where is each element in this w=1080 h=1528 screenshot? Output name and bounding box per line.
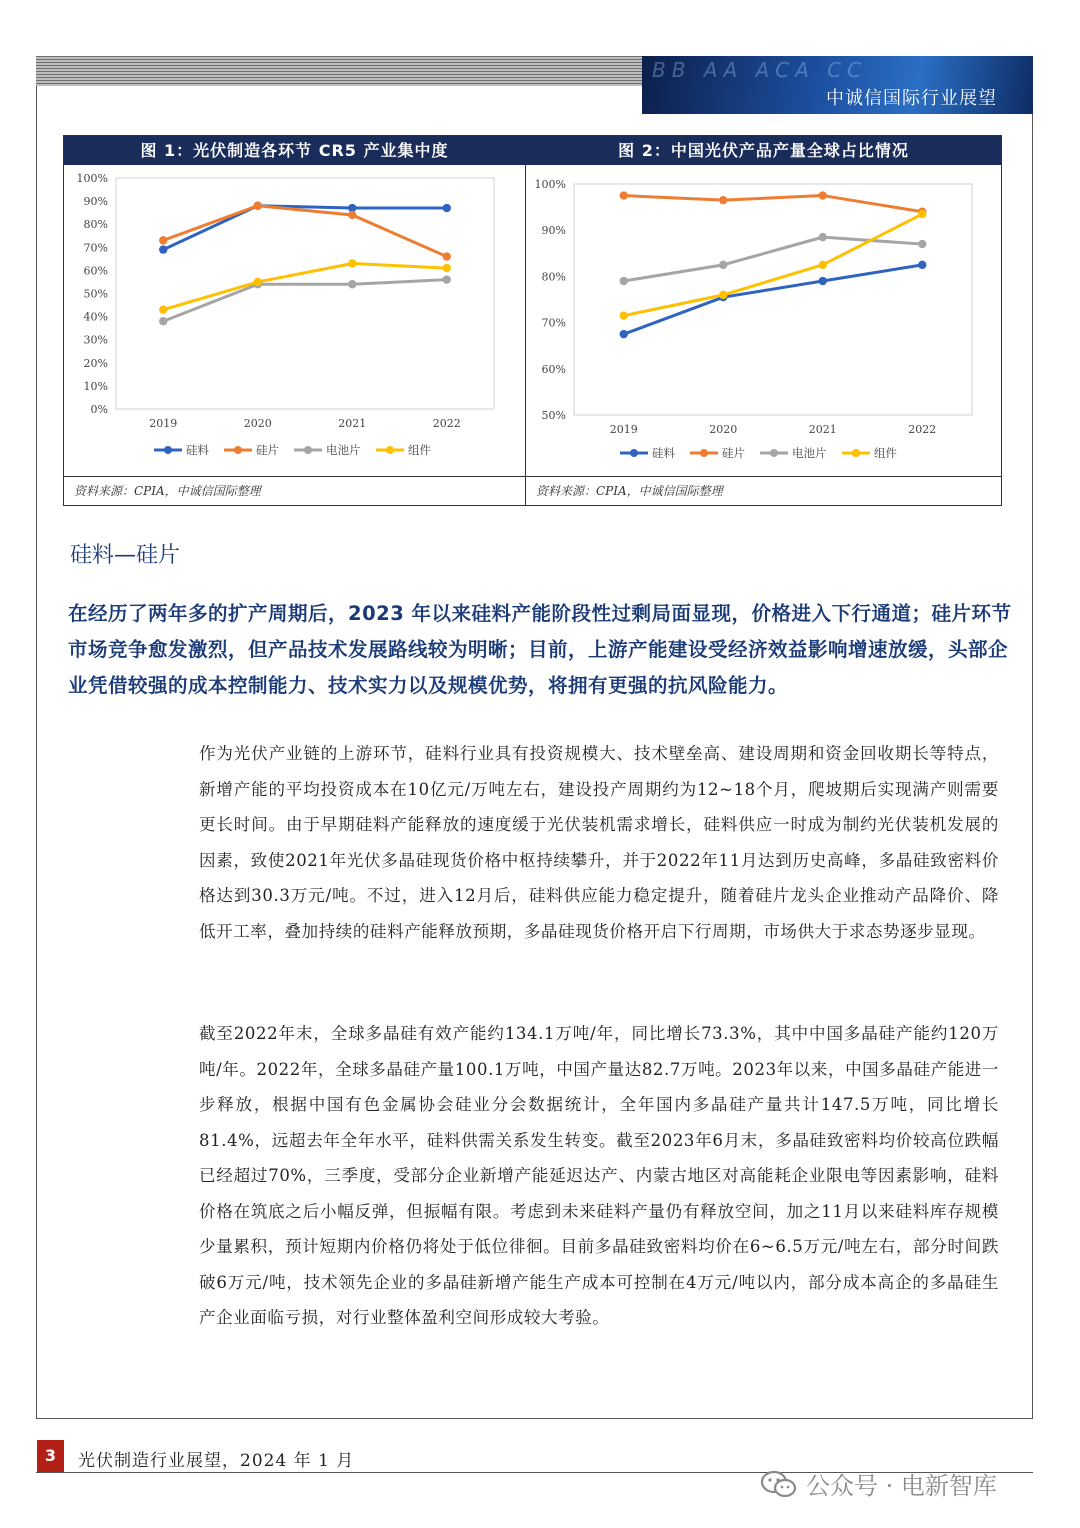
x-tick-label: 2021	[338, 417, 367, 430]
data-point	[918, 240, 926, 248]
data-point	[443, 252, 451, 260]
legend-marker	[386, 446, 394, 454]
series-line-硅料	[163, 206, 447, 250]
y-tick-label: 90%	[541, 224, 566, 238]
x-tick-label: 2019	[149, 417, 178, 430]
y-tick-label: 20%	[83, 356, 108, 370]
x-tick-label: 2020	[709, 423, 738, 436]
series-line-组件	[624, 214, 923, 316]
body-paragraph-2: 截至2022年末，全球多晶硅有效产能约134.1万吨/年，同比增长73.3%，其中中国多晶硅产能约120万吨/年。2022年，全球多晶硅产量100.1万吨，中国产量达82.7万吨。2023年以来，中国多晶硅产能进一步释放，根据中国有色金属协会硅业分会数据统计，全年国内多晶硅产量共计147.5万吨，同比增长81.4%，远超去年全年水平，硅料供需关系发生转变。截至2023年6月末，多晶硅致密料均价较高位跌幅已经超过70%，三季度，受部分企业新增产能延迟达产、内蒙古地区对高能耗企业限电等因素影响，硅料价格在筑底之后小幅反弹，但振幅有限。考虑到未来硅料产量仍有释放空间，加之11月以来硅料库存规模少量累积，预计短期内价格仍将处于低位徘徊。目前多晶硅致密料均价在6~6.5万元/吨左右，部分时间跌破6万元/吨，技术领先企业的多晶硅新增产能生产成本可控制在4万元/吨以内，部分成本高企的多晶硅生产企业面临亏损，对行业整体盈利空间形成较大考验。	[199, 1024, 999, 1327]
data-point	[918, 210, 926, 218]
body-paragraph-1: 作为光伏产业链的上游环节，硅料行业具有投资规模大、技术壁垒高、建设周期和资金回收期长等特点，新增产能的平均投资成本在10亿元/万吨左右，建设投产周期约为12~18个月，爬坡期后实现满产则需要更长时间。由于早期硅料产能释放的速度缓于光伏装机需求增长，硅料供应一时成为制约光伏装机发展的因素，致使2021年光伏多晶硅现货价格中枢持续攀升，并于2022年11月达到历史高峰，多晶硅致密料价格达到30.3万元/吨。不过，进入12月后，硅料供应能力稳定提升，随着硅片龙头企业推动产品降价、降低开工率，叠加持续的硅料产能释放预期，多晶硅现货价格开启下行周期，市场供大于求态势逐步显现。	[199, 744, 999, 941]
footer-text: 光伏制造行业展望，2024 年 1 月	[78, 1451, 355, 1471]
data-point	[620, 277, 628, 285]
legend-marker	[234, 446, 242, 454]
x-tick-label: 2022	[432, 417, 461, 430]
data-point	[348, 280, 356, 288]
data-point	[918, 261, 926, 269]
y-tick-label: 30%	[83, 333, 108, 347]
legend-marker	[304, 446, 312, 454]
legend-label: 硅料	[186, 443, 209, 457]
data-point	[819, 233, 827, 241]
series-line-组件	[163, 263, 447, 309]
data-point	[719, 261, 727, 269]
watermark-text: 公众号 · 电新智库	[806, 1472, 997, 1500]
data-point	[159, 245, 167, 253]
data-point	[819, 277, 827, 285]
figure-table	[63, 135, 1002, 506]
figure-2-title: 图 2：中国光伏产品产量全球占比情况	[526, 136, 1001, 165]
data-point	[819, 191, 827, 199]
figure-1-source: 资料来源：CPIA，中诚信国际整理	[64, 476, 525, 505]
y-tick-label: 40%	[83, 310, 108, 324]
data-point	[620, 191, 628, 199]
series-line-电池片	[163, 280, 447, 322]
data-point	[254, 202, 262, 210]
legend-label: 硅料	[652, 446, 675, 460]
x-tick-label: 2020	[243, 417, 272, 430]
legend-label: 电池片	[326, 443, 361, 457]
legend-label: 组件	[408, 443, 431, 457]
y-tick-label: 80%	[541, 270, 566, 284]
lead-paragraph: 在经历了两年多的扩产周期后，2023 年以来硅料产能阶段性过剩局面显现，价格进入下行通道；硅片环节市场竞争愈发激烈，但产品技术发展路线较为明晰；目前，上游产能建设受经济效益影响增速放缓，头部企业凭借较强的成本控制能力、技术实力以及规模优势，将拥有更强的抗风险能力。	[68, 602, 1012, 697]
data-point	[443, 204, 451, 212]
chart-china-share	[526, 166, 1001, 476]
y-tick-label: 60%	[541, 362, 566, 376]
legend-label: 硅片	[722, 446, 745, 460]
section-title: 硅料—硅片	[70, 543, 181, 568]
data-point	[620, 311, 628, 319]
legend-label: 硅片	[256, 443, 279, 457]
x-tick-label: 2019	[609, 423, 638, 436]
legend-label: 电池片	[792, 446, 827, 460]
legend-marker	[164, 446, 172, 454]
data-point	[348, 259, 356, 267]
legend-marker	[852, 449, 860, 457]
legend-label: 组件	[874, 446, 897, 460]
y-tick-label: 100%	[534, 178, 566, 191]
y-tick-label: 100%	[76, 172, 108, 185]
legend-marker	[770, 449, 778, 457]
chart-cr5-concentration	[64, 166, 525, 476]
legend-marker	[630, 449, 638, 457]
header-title: 中诚信国际行业展望	[826, 88, 997, 109]
data-point	[719, 196, 727, 204]
y-tick-label: 10%	[83, 379, 108, 393]
figure-2-source: 资料来源：CPIA，中诚信国际整理	[526, 476, 1001, 505]
wechat-icon	[760, 1469, 798, 1499]
y-tick-label: 0%	[90, 403, 108, 416]
data-point	[443, 275, 451, 283]
watermark	[760, 1466, 997, 1501]
series-line-硅片	[624, 196, 923, 212]
y-tick-label: 70%	[83, 241, 108, 255]
header-brand-banner	[642, 56, 1033, 114]
data-point	[159, 305, 167, 313]
y-tick-label: 70%	[541, 316, 566, 330]
data-point	[348, 211, 356, 219]
data-point	[159, 317, 167, 325]
data-point	[443, 264, 451, 272]
data-point	[159, 236, 167, 244]
y-tick-label: 80%	[83, 218, 108, 232]
y-tick-label: 90%	[83, 195, 108, 209]
header-deco-text: BB AA ACA CC	[652, 58, 868, 82]
page-number: 3	[37, 1440, 64, 1472]
figure-1-title: 图 1：光伏制造各环节 CR5 产业集中度	[64, 136, 525, 165]
y-tick-label: 50%	[541, 409, 566, 422]
y-tick-label: 60%	[83, 264, 108, 278]
series-line-电池片	[624, 237, 923, 281]
footer-divider	[36, 1418, 1033, 1419]
data-point	[719, 291, 727, 299]
x-tick-label: 2021	[808, 423, 837, 436]
y-tick-label: 50%	[83, 287, 108, 301]
x-tick-label: 2022	[908, 423, 937, 436]
data-point	[819, 261, 827, 269]
data-point	[254, 278, 262, 286]
plot-area	[116, 178, 494, 409]
legend-marker	[700, 449, 708, 457]
data-point	[620, 330, 628, 338]
